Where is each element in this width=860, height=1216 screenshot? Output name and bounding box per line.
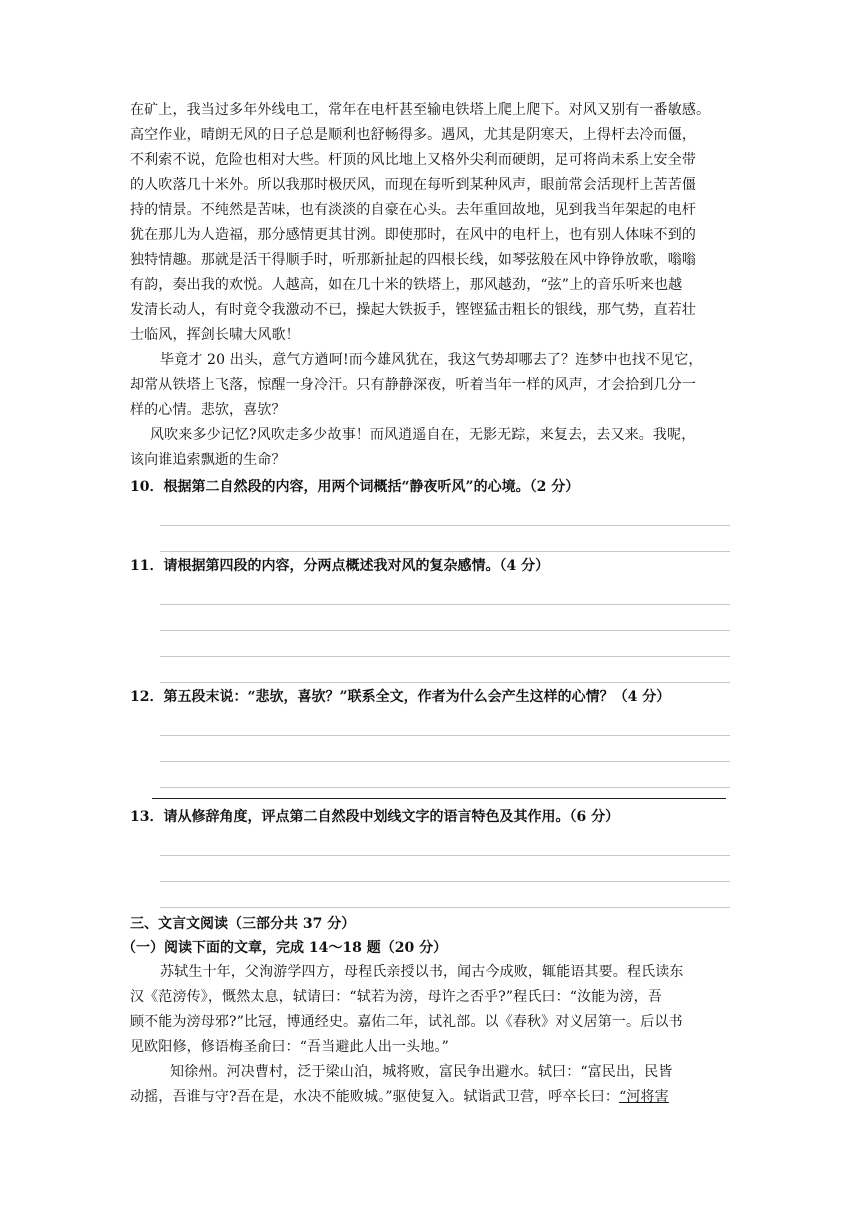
text-line: 不利索不说，危险也相对大些。杆顶的风比地上又格外尖利而硬朗，足可将尚未系上安全带 [130,152,696,168]
answer-line[interactable] [160,856,730,882]
text-line: 却常从铁塔上飞落，惊醒一身冷汗。只有静静深夜，听着当年一样的风声，才会拾到几分一 [130,377,696,393]
section-subtitle: （一）阅读下面的文章，完成 14～18 题（20 分） [122,940,448,956]
text-line: 风吹来多少记忆?风吹走多少故事！而风逍遥自在，无影无踪，来复去，去又来。我呢， [150,427,696,443]
text-line: 士临风，挥剑长啸大风歌！ [130,327,300,343]
text-line: 样的心情。悲欤，喜欤？ [130,402,286,418]
classical-paragraph-2 [130,1060,730,1110]
answer-line[interactable] [160,526,730,552]
text-line: 苏轼生十年，父洵游学四方，母程氏亲授以书，闻古今成败，辄能语其要。程氏读东 [160,964,684,980]
text-line: 高空作业，晴朗无风的日子总是顺利也舒畅得多。遇风，尤其是阴寒天，上得杆去冷而僵， [130,127,696,143]
underlined-text: “河将害 [619,1089,669,1105]
answer-line[interactable] [160,605,730,631]
text-line [130,1085,730,1110]
answer-line[interactable] [160,736,730,762]
text-line: 的人吹落几十米外。所以我那时极厌风，而现在每听到某种风声，眼前常会活现杆上苦苦僵 [130,177,696,193]
answer-line[interactable] [160,657,730,683]
answer-line[interactable] [160,762,730,788]
text-line: 有韵，奏出我的欢悦。人越高，如在几十米的铁塔上，那风越劲，“弦”上的音乐听来也越 [130,277,683,293]
section-title: 三、文言文阅读（三部分共 37 分） [130,916,356,932]
answer-line[interactable] [160,631,730,657]
text-line: 该向谁追索飘逝的生命？ [130,452,286,468]
paragraph-2 [130,348,730,423]
text-line: 见欧阳修，修语梅圣俞曰：“吾当避此人出一头地。” [130,1039,449,1055]
text-line: 持的情景。不纯然是苦味，也有淡淡的自豪在心头。去年重回故地，见到我当年架起的电杆 [130,202,696,218]
question-10: 10．根据第二自然段的内容，用两个词概括“静夜听风”的心境。（2 分） [130,479,580,495]
answer-line[interactable] [152,788,726,799]
text-line: 汉《范滂传》，慨然太息，轼请曰：“轼若为滂，母许之否乎?”程氏曰：“汝能为滂，吾 [130,989,662,1005]
text-line: 知徐州。河决曹村，泛于梁山泊，城将败，富民争出避水。轼曰：“富民出，民皆 [170,1064,673,1080]
text-line: 犹在那儿为人造福，那分感情更其甘洌。即使那时，在风中的电杆上，也有别人体味不到的 [130,227,696,243]
question-11: 11．请根据第四段的内容，分两点概述我对风的复杂感情。（4 分） [130,558,550,574]
answer-line[interactable] [160,830,730,856]
answer-line[interactable] [160,500,730,526]
answer-line[interactable] [160,710,730,736]
answer-line[interactable] [160,882,730,908]
classical-paragraph-1 [130,960,730,1060]
answer-line[interactable] [160,579,730,605]
text-line: 发清长动人，有时竟令我激动不已，操起大铁扳手，铿铿猛击粗长的银线，那气势，直若壮 [130,302,696,318]
text-segment: 动摇，吾谁与守?吾在是，水决不能败城。”驱使复入。轼诣武卫营，呼卒长曰： [130,1089,620,1105]
text-line: 独特情趣。那就是活干得顺手时，听那新扯起的四根长线，如琴弦般在风中铮铮放歌，嗡嗡 [130,252,696,268]
question-13: 13．请从修辞角度，评点第二自然段中划线文字的语言特色及其作用。（6 分） [130,809,620,825]
question-12: 12．第五段末说：“悲欤，喜欤？”联系全文，作者为什么会产生这样的心情？（4 分） [130,689,671,705]
text-line: 毕竟才 20 出头，意气方遒呵!而今雄风犹在，我这气势却哪去了？连梦中也找不见它， [160,352,703,368]
text-line: 在矿上，我当过多年外线电工，常年在电杆甚至输电铁塔上爬上爬下。对风又别有一番敏感。 [130,102,711,118]
text-line: 顾不能为滂母邪?”比冠，博通经史。嘉佑二年，试礼部。以《春秋》对义居第一。后以书 [130,1014,683,1030]
document-page [122,98,730,1110]
paragraph-3 [130,423,730,473]
paragraph-1 [130,98,730,348]
